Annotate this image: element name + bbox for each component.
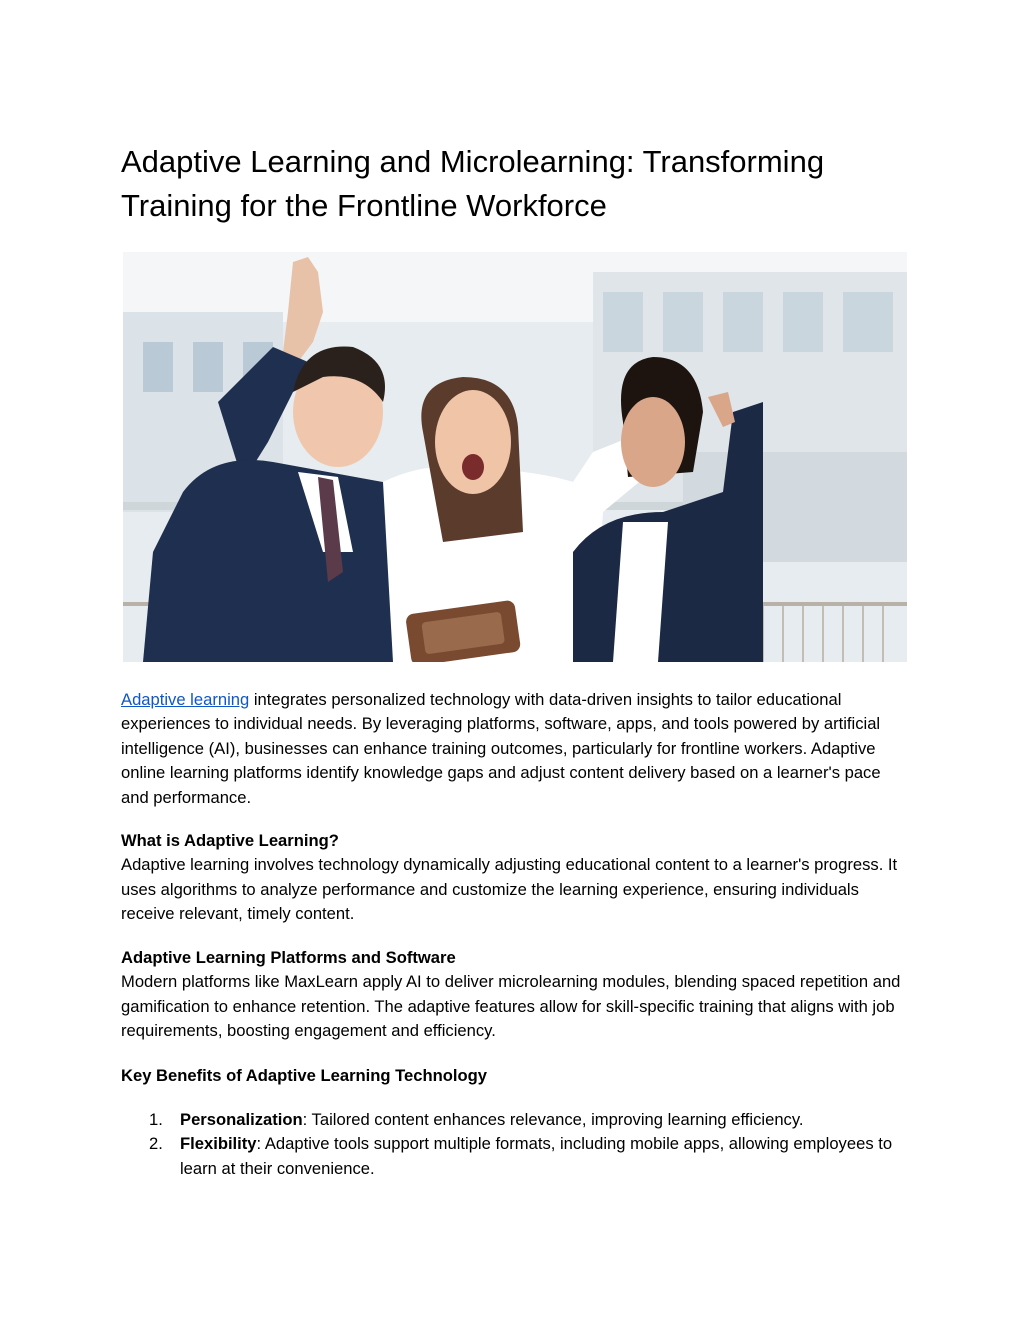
list-number: 2.: [149, 1134, 163, 1154]
benefit-text: : Adaptive tools support multiple formats, including mobile apps, allowing employees to learn at their convenience.: [180, 1134, 893, 1178]
benefit-term: Personalization: [180, 1110, 303, 1129]
hero-illustration: [123, 252, 907, 662]
section-what-is-adaptive-learning: [121, 829, 907, 927]
intro-paragraph: [121, 688, 907, 810]
intro-text: integrates personalized technology with data-driven insights to tailor educational experiences to individual needs. By leveraging platforms, software, apps, and tools powered by artificial intelligence (AI), businesses can enhance training outcomes, particularly for frontline workers. Adaptive online learning platforms identify knowledge gaps and adjust content delivery based on a learner's pace and performance.: [121, 690, 881, 807]
benefits-list: [121, 1108, 907, 1181]
section-heading: What is Adaptive Learning?: [121, 831, 339, 850]
hero-image: [123, 252, 907, 662]
section-heading: Key Benefits of Adaptive Learning Technology: [121, 1066, 488, 1085]
benefit-text: : Tailored content enhances relevance, improving learning efficiency.: [302, 1110, 804, 1129]
page-title: Adaptive Learning and Microlearning: Transforming Training for the Frontline Workforce: [121, 144, 825, 223]
list-item: [121, 1132, 907, 1181]
section-key-benefits: [121, 1064, 907, 1088]
adaptive-learning-link[interactable]: Adaptive learning: [121, 690, 250, 709]
section-text: Adaptive learning involves technology dynamically adjusting educational content to a learner's progress. It uses algorithms to analyze performance and customize the learning experience, ensuring individuals receive relevant, timely content.: [121, 855, 898, 924]
section-text: Modern platforms like MaxLearn apply AI to deliver microlearning modules, blending spaced repetition and gamification to enhance retention. The adaptive features allow for skill-specific training that aligns with job requirements, boosting engagement and efficiency.: [121, 972, 901, 1041]
section-platforms-and-software: [121, 946, 907, 1044]
benefit-term: Flexibility: [180, 1134, 257, 1154]
list-item: [121, 1108, 907, 1132]
section-heading: Adaptive Learning Platforms and Software: [121, 948, 456, 967]
list-number: 1.: [149, 1110, 163, 1129]
